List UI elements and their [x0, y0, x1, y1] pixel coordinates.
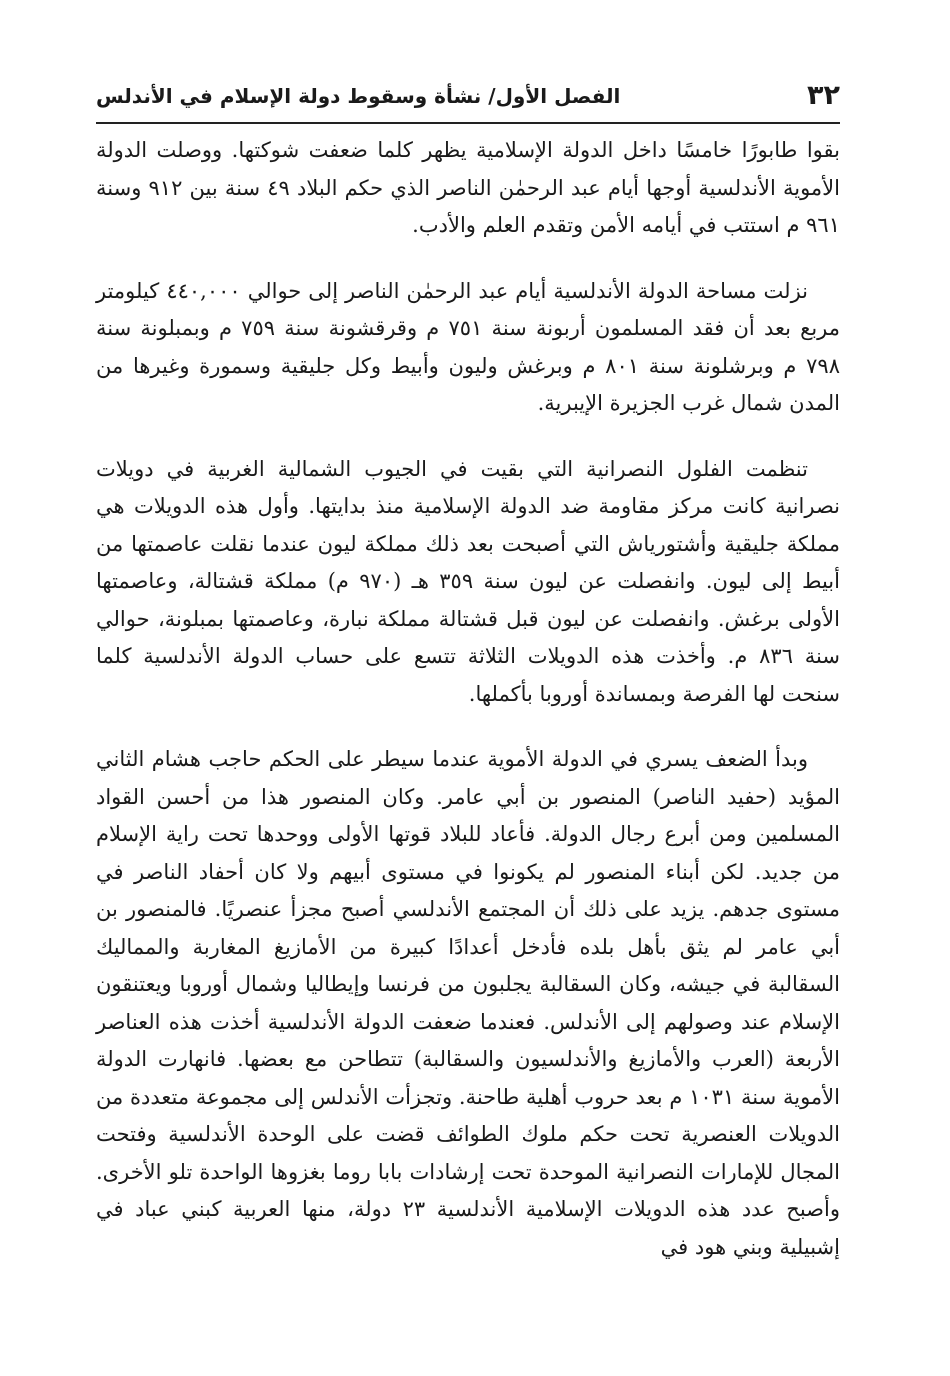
- page-number: ٣٢: [807, 80, 840, 111]
- paragraph-1: بقوا طابورًا خامسًا داخل الدولة الإسلامية يظهر كلما ضعفت شوكتها. ووصلت الدولة الأموية الأندلسية أوجها أيام عبد الرحمٰن الناصر الذي حكم البلاد ٤٩ سنة بين ٩١٢ وسنة ٩٦١ م استتب في أيامه الأمن وتقدم العلم والأدب.: [96, 138, 840, 237]
- paragraph-2: نزلت مساحة الدولة الأندلسية أيام عبد الرحمٰن الناصر إلى حوالي ٤٤٠,٠٠٠ كيلومتر مربع بعد أن فقد المسلمون أربونة سنة ٧٥١ م وقرقشونة سنة ٧٥٩ م وبمبلونة سنة ٧٩٨ م وبرشلونة سنة ٨٠١ م وبرغش وليون وأبيط وكل جليقية وسمورة وغيرها من المدن شمال غرب الجزيرة الإيبرية.: [96, 278, 840, 415]
- body-text: [96, 132, 840, 1266]
- paragraph-3: تنظمت الفلول النصرانية التي بقيت في الجيوب الشمالية الغربية في دويلات نصرانية كانت مركز مقاومة ضد الدولة الإسلامية منذ بدايتها. وأول هذه الدويلات هي مملكة جليقية وأشتورياش التي أصبحت بعد ذلك مملكة ليون عندما نقلت عاصمتها من أبيط إلى ليون. وانفصلت عن ليون سنة ٣٥٩ هـ (٩٧٠ م) مملكة قشتالة، وعاصمتها الأولى برغش. وانفصلت عن ليون قبل قشتالة مملكة نبارة، وعاصمتها بمبلونة، حوالي سنة ٨٣٦ م. وأخذت هذه الدويلات الثلاثة تتسع على حساب الدولة الأندلسية كلما سنحت لها الفرصة وبمساندة أوروبا بأكملها.: [96, 456, 840, 706]
- running-title: الفصل الأول/ نشأة وسقوط دولة الإسلام في الأندلس: [96, 84, 621, 108]
- page-header: [96, 74, 840, 124]
- paragraph-4: وبدأ الضعف يسري في الدولة الأموية عندما سيطر على الحكم حاجب هشام الثاني المؤيد (حفيد الناصر) المنصور بن أبي عامر. وكان المنصور هذا من أحسن القواد المسلمين ومن أبرع رجال الدولة. فأعاد للبلاد قوتها الأولى ووحدها تحت راية الإسلام من جديد. لكن أبناء المنصور لم يكونوا في مستوى أبيهم ولا كان أحفاد الناصر في مستوى جدهم. يزيد على ذلك أن المجتمع الأندلسي أصبح مجزأ عنصريًا. فالمنصور بن أبي عامر لم يثق بأهل بلده فأدخل أعدادًا كبيرة من الأمازيغ المغاربة والمماليك السقالبة في جيشه، وكان السقالبة يجلبون من فرنسا وإيطاليا وشمال أوروبا ويعتنقون الإسلام عند وصولهم إلى الأندلس. فعندما ضعفت الدولة الأندلسية أخذت هذه العناصر الأربعة (العرب والأمازيغ والأندلسيون والسقالبة) تتطاحن مع بعضها. فانهارت الدولة الأموية سنة ١٠٣١ م بعد حروب أهلية طاحنة. وتجزأت الأندلس إلى مجموعة متعددة من الدويلات العنصرية تحت حكم ملوك الطوائف قضت على الوحدة الأندلسية وفتحت المجال للإمارات النصرانية الموحدة تحت إرشادات بابا روما بغزوها الواحدة تلو الأخرى. وأصبح عدد هذه الدويلات الإسلامية الأندلسية ٢٣ دولة، منها العربية كبني عباد في إشبيلية وبني هود في: [96, 747, 840, 1259]
- header-rule: [96, 122, 840, 124]
